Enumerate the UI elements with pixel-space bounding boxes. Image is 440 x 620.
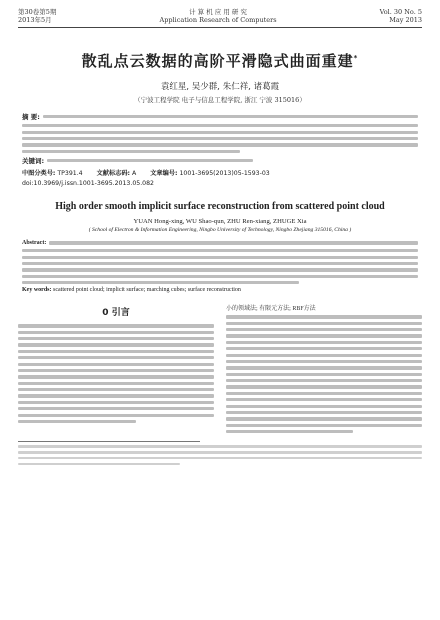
text-line-placeholder (18, 375, 214, 378)
text-line-placeholder (18, 343, 214, 346)
abstract-en-lines (22, 240, 418, 284)
body-column-left (18, 303, 214, 433)
right-column-lines (226, 315, 422, 433)
footnote-line-placeholder (18, 445, 422, 448)
footnote-line-placeholder (18, 463, 180, 466)
footnote-lines (18, 445, 422, 465)
masthead-left (18, 8, 56, 24)
article-no-value: 1001-3695(2013)05-1593-03 (179, 170, 270, 178)
doc-code-label: 文献标志码: (96, 170, 131, 178)
text-line-placeholder (226, 417, 422, 420)
abstract-cn-label: 摘 要: (22, 113, 40, 121)
text-line-placeholder (18, 350, 214, 353)
footnote-line-placeholder (18, 457, 422, 460)
right-column-fragment: 小的领域法; 有限元方法; RBF方法 (226, 306, 316, 313)
classification-row (18, 168, 422, 177)
date-cn: 2013年5月 (18, 16, 52, 24)
title-footnote-mark: * (353, 54, 359, 62)
affiliation-en: ( School of Electron & Information Engineering, Ningbo University of Technology, Ningbo Zhejiang 315016, China ) (88, 227, 352, 234)
body-columns (18, 303, 422, 433)
text-line-placeholder (226, 366, 422, 369)
text-line-placeholder (226, 373, 422, 376)
article-no-label: 文章编号: (150, 170, 178, 178)
text-line-placeholder (18, 324, 214, 327)
text-line-placeholder (18, 401, 214, 404)
text-line-placeholder (22, 275, 418, 278)
title-text: 散乱点云数据的高阶平滑隐式曲面重建 (81, 52, 354, 70)
text-line-placeholder (18, 331, 214, 334)
text-line-placeholder (18, 388, 214, 391)
doi: doi:10.3969/j.issn.1001-3695.2013.05.082 (22, 180, 154, 188)
intro-lines (18, 324, 214, 423)
abstract-cn-lines (22, 112, 418, 165)
text-line-placeholder (226, 430, 353, 433)
text-line-placeholder (22, 268, 418, 271)
text-line-placeholder (22, 143, 418, 146)
text-line-placeholder (226, 334, 422, 337)
text-line-placeholder (226, 354, 422, 357)
keywords-en-text: scattered point cloud; implicit surface; marching cubes; surface reconstruction (53, 287, 241, 294)
text-line-placeholder (22, 281, 299, 284)
text-line-placeholder (226, 347, 422, 350)
text-line-placeholder (226, 392, 422, 395)
text-line-placeholder (18, 414, 214, 417)
text-line-placeholder (22, 262, 418, 265)
paper-title-cn (18, 50, 422, 71)
footnote-line-placeholder (18, 451, 422, 454)
text-line-placeholder (22, 124, 418, 127)
text-line-placeholder (226, 328, 422, 331)
text-line-placeholder (226, 385, 422, 388)
doi-row (18, 180, 422, 187)
date-en: May 2013 (389, 16, 422, 24)
text-line-placeholder (18, 394, 214, 397)
text-line-placeholder (226, 360, 422, 363)
text-line-placeholder (226, 398, 422, 401)
text-line-placeholder (18, 407, 214, 410)
authors-en: YUAN Hong-xing, WU Shao-qun, ZHU Ren-xiang, ZHUGE Xia (133, 218, 307, 226)
text-line-placeholder (18, 369, 214, 372)
text-line-placeholder (43, 115, 418, 118)
text-line-placeholder (226, 411, 422, 414)
text-line-placeholder (226, 379, 422, 382)
clc-value: TP391.4 (57, 170, 83, 178)
journal-masthead (18, 8, 422, 24)
doc-code-value: A (132, 170, 137, 178)
keywords-en-label: Key words: (22, 287, 52, 294)
text-line-placeholder (18, 420, 136, 423)
abstract-en-label: Abstract: (22, 240, 47, 247)
text-line-placeholder (22, 249, 418, 252)
journal-name-en: Application Research of Computers (159, 16, 277, 24)
text-line-placeholder (226, 341, 422, 344)
volume-cn: 第30卷第5期 (18, 8, 57, 16)
text-line-placeholder (18, 337, 214, 340)
abstract-en (22, 240, 418, 293)
masthead-rule (18, 27, 422, 28)
keywords-en (22, 287, 418, 293)
text-line-placeholder (22, 256, 418, 259)
text-line-placeholder (49, 241, 418, 244)
keywords-cn-label: 关键词: (22, 157, 45, 166)
volume-en: Vol. 30 No. 5 (379, 8, 422, 16)
text-line-placeholder (18, 356, 214, 359)
text-line-placeholder (22, 150, 240, 153)
text-line-placeholder (226, 315, 422, 318)
text-line-placeholder (22, 137, 418, 140)
text-line-placeholder (226, 405, 422, 408)
footnote-rule (18, 441, 200, 442)
text-line-placeholder (18, 382, 214, 385)
authors-cn: 袁红星, 吴少群, 朱仁祥, 诸葛霞 (160, 82, 280, 92)
paper-title-en: High order smooth implicit surface reconstruction from scattered point cloud (55, 201, 385, 213)
text-line-placeholder (22, 131, 418, 134)
text-line-placeholder (47, 159, 253, 162)
section-heading-intro: 0 引言 (102, 308, 130, 319)
affiliation-cn: （宁波工程学院 电子与信息工程学院, 浙江 宁波 315016） (134, 96, 306, 104)
text-line-placeholder (226, 424, 422, 427)
abstract-cn (22, 112, 418, 165)
masthead-right (380, 8, 422, 24)
clc-label: 中图分类号: (22, 170, 56, 178)
text-line-placeholder (226, 322, 422, 325)
journal-name-cn: 计 算 机 应 用 研 究 (189, 8, 247, 16)
body-column-right (226, 303, 422, 433)
masthead-center (160, 8, 277, 24)
text-line-placeholder (18, 363, 214, 366)
